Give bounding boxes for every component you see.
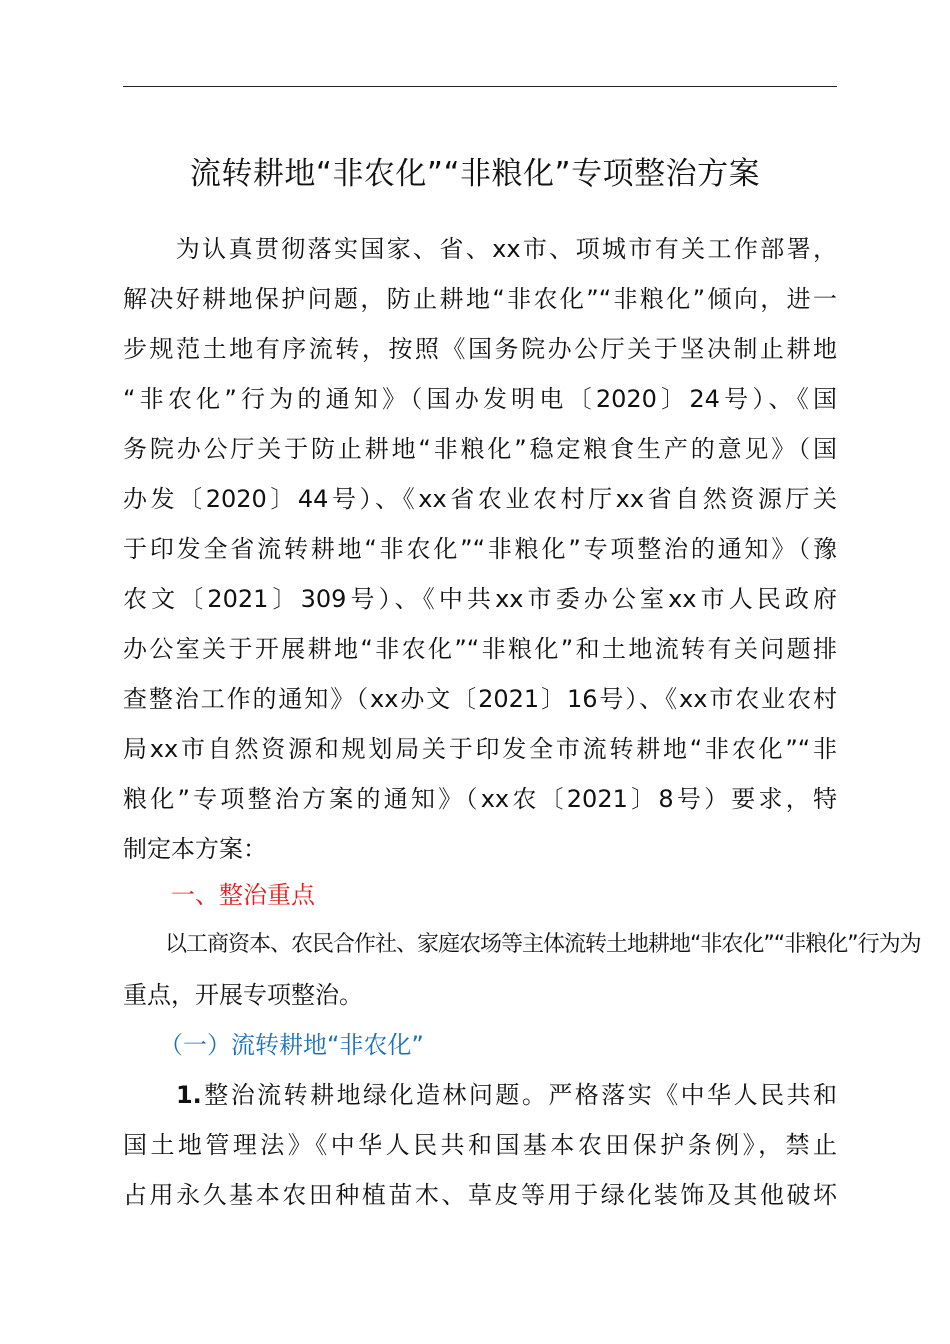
section-1-body [123,920,921,1020]
item-1 [123,1070,837,1220]
intro-line: 务院办公厅关于防止耕地“非粮化”稳定粮食生产的意见》（国 [123,435,837,463]
header-rule [123,86,837,87]
section-1 [123,870,837,920]
intro-line: 步规范土地有序流转，按照《国务院办公厅关于坚决制止耕地 [123,335,837,363]
subsection-1-heading: （一）流转耕地“非农化” [123,1031,424,1059]
section-1-body-line: 以工商资本、农民合作社、家庭农场等主体流转土地耕地“非农化”“非粮化”行为为 [123,932,921,957]
intro-line: 局xx市自然资源和规划局关于印发全市流转耕地“非农化”“非 [123,735,837,763]
intro-line: 查整治工作的通知》（xx办文〔2021〕16号）、《xx市农业农村 [123,685,837,713]
intro-line: 办发〔2020〕44号）、《xx省农业农村厅xx省自然资源厅关 [123,485,837,513]
intro-line: 农文〔2021〕309号）、《中共xx市委办公室xx市人民政府 [123,585,837,613]
item-1-first-line-text: 整治流转耕地绿化造林问题。严格落实《中华人民共和 [201,1081,837,1109]
intro-line: 制定本方案： [123,835,267,863]
intro-line: 为认真贯彻落实国家、省、xx市、项城市有关工作部署， [123,235,837,263]
intro-line: 办公室关于开展耕地“非农化”“非粮化”和土地流转有关问题排 [123,635,837,663]
section-1-heading: 一、整治重点 [123,881,315,909]
item-1-line: 占用永久基本农田种植苗木、草皮等用于绿化装饰及其他破坏 [123,1181,837,1209]
item-1-number: 1. [175,1081,202,1109]
document-title: 流转耕地“非农化”“非粮化”专项整治方案 [189,156,761,192]
intro-line: 粮化”专项整治方案的通知》（xx农〔2021〕8号）要求，特 [123,785,837,813]
section-1-body-line: 重点，开展专项整治。 [123,981,363,1009]
intro-paragraph [123,224,837,874]
intro-line: 解决好耕地保护问题，防止耕地“非农化”“非粮化”倾向，进一 [123,285,837,313]
intro-line: 于印发全省流转耕地“非农化”“非粮化”专项整治的通知》（豫 [123,535,837,563]
item-1-line: 国土地管理法》《中华人民共和国基本农田保护条例》，禁止 [123,1131,837,1159]
intro-line: “非农化”行为的通知》（国办发明电〔2020〕24号）、《国 [123,385,837,413]
item-1-first-line [123,1070,837,1120]
subsection-1 [123,1020,837,1070]
